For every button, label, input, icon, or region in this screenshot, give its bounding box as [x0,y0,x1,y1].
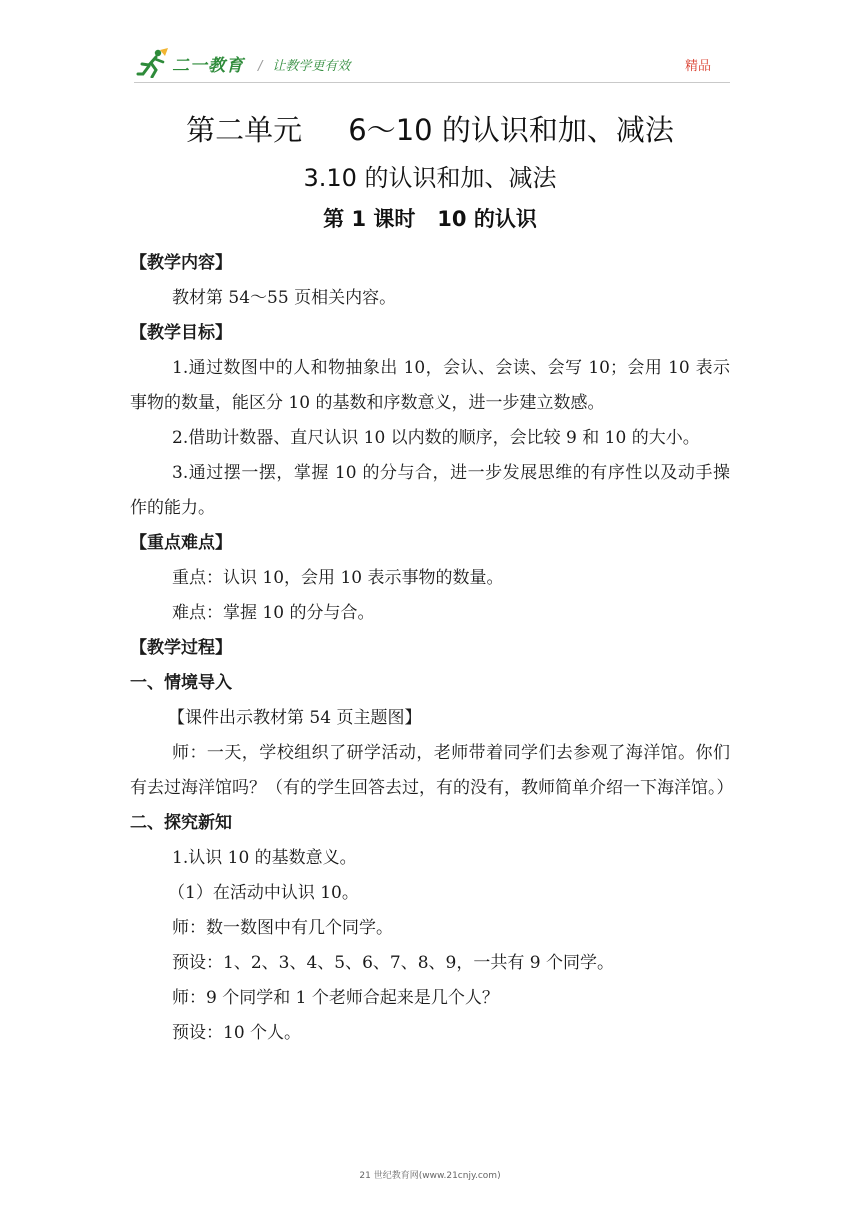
body-paragraph: （1）在活动中认识 10。 [168,883,359,903]
section-title: 3.10 的认识和加、减法 [303,164,557,192]
page-header [0,0,860,90]
page-footer: 21 世纪教育网(www.21cnjy.com) [359,1171,501,1181]
slogan-separator: / [258,59,263,74]
logo-text: 二一教育 [172,55,244,76]
body-paragraph: 难点：掌握 10 的分与合。 [172,603,375,623]
body-paragraph: 预设：10 个人。 [172,1023,302,1043]
body-paragraph: 2.借助计数器、直尺认识 10 以内数的顺序，会比较 9 和 10 的大小。 [172,428,700,448]
body-paragraph: 1.通过数图中的人和物抽象出 10，会认、会读、会写 10；会用 10 表示事物的数量，能区分 10 的基数和序数意义，进一步建立数感。 [130,358,730,413]
header-divider [134,82,730,83]
unit-title: 第二单元 6～10 的认识和加、减法 [186,113,674,147]
lesson-plan-body [130,246,734,1051]
lesson-title: 第 1 课时 10 的认识 [323,207,537,231]
body-paragraph: 师：9 个同学和 1 个老师合起来是几个人？ [172,988,499,1008]
quality-badge: 精品 [685,59,712,74]
body-paragraph: 教材第 54～55 页相关内容。 [172,288,397,308]
section-heading: 【教学过程】 [130,638,232,658]
slogan [258,55,350,74]
body-paragraph: 师：数一数图中有几个同学。 [172,918,393,938]
section-heading: 【教学目标】 [130,323,232,343]
section-heading: 一、情境导入 [130,673,232,693]
logo [136,48,244,78]
section-heading: 【教学内容】 [130,253,232,273]
body-paragraph: 重点：认识 10，会用 10 表示事物的数量。 [172,568,504,588]
section-heading: 二、探究新知 [130,813,232,833]
section-heading: 【重点难点】 [130,533,232,553]
runner-logo-icon [136,48,170,78]
slogan-text: 让教学更有效 [272,59,351,74]
body-paragraph: 预设：1、2、3、4、5、6、7、8、9，一共有 9 个同学。 [172,953,614,973]
body-paragraph: 1.认识 10 的基数意义。 [172,848,357,868]
body-paragraph: 【课件出示教材第 54 页主题图】 [168,708,422,728]
body-paragraph: 3.通过摆一摆，掌握 10 的分与合，进一步发展思维的有序性以及动手操作的能力。 [130,463,730,518]
body-paragraph: 师：一天，学校组织了研学活动，老师带着同学们去参观了海洋馆。你们有去过海洋馆吗？（有的学生回答去过，有的没有，教师简单介绍一下海洋馆。） [130,743,734,798]
